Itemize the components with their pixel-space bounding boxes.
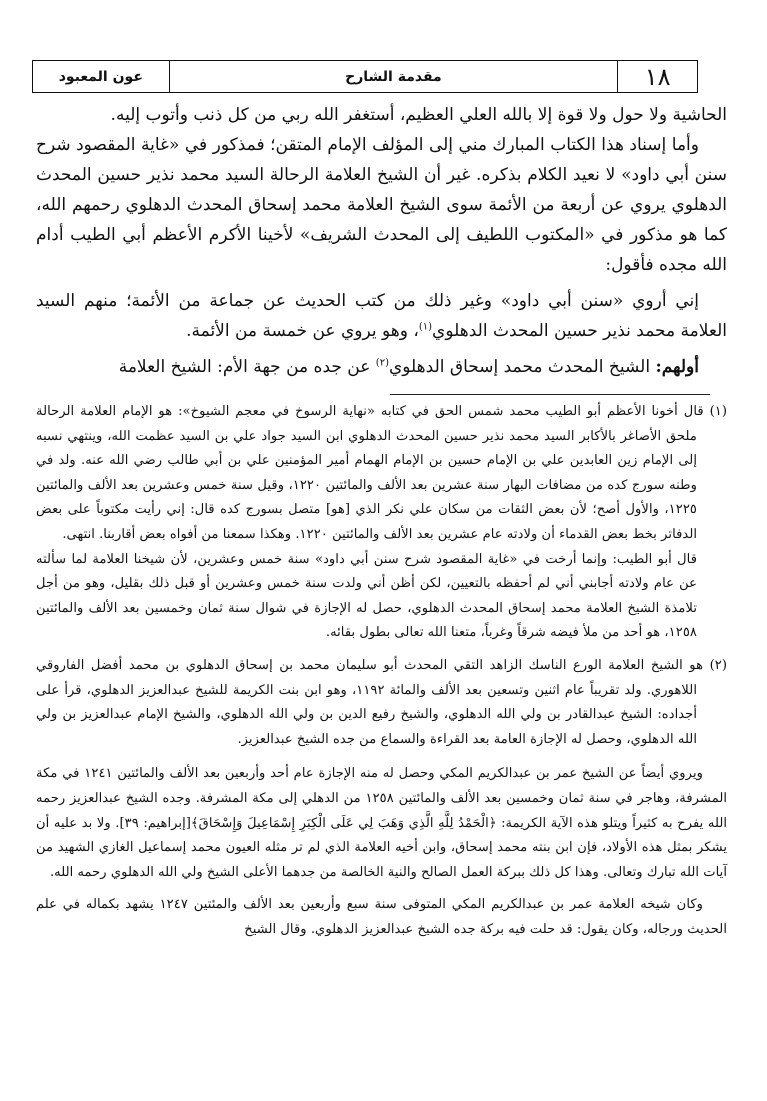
paragraph-2: وأما إسناد هذا الكتاب المبارك مني إلى المؤلف الإمام المتقن؛ فمذكور في «غاية المقصود شرح سنن أبي داود» لا نعيد الكلام بذكره. غير أن الشيخ العلامة الرحالة السيد محمد نذير حسين المحدث الدهلوي يروي عن أربعة من الأئمة سوى الشيخ العلامة محمد إسحاق المحدث الدهلوي رحمهم الله، كما هو مذكور في «المكتوب اللطيف إلى المحدث الشريف» لأخينا الأكرم الأعظم أبي الطيب أدام الله مجده فأقول: [36, 135, 727, 275]
footnotes [36, 400, 727, 942]
paragraph-3-text-a: إني أروي «سنن أبي داود» وغير ذلك من كتب الحديث عن جماعة من الأئمة؛ منهم السيد العلامة محمد نذير حسين المحدث الدهلوي [36, 291, 727, 341]
running-header [32, 60, 698, 93]
paragraph-4-text-a: الشيخ المحدث محمد إسحاق الدهلوي [388, 357, 656, 377]
paragraph-4-lead: أولهم: [655, 357, 699, 377]
footnote-1-text: قال أخونا الأعظم أبو الطيب محمد شمس الحق في كتابه «نهاية الرسوخ في معجم الشيوخ»: هو الإمام العلامة الرحالة ملحق الأصاغر بالأكابر السيد محمد نذير حسين المحدث الدهلوي ابن السيد جواد علي بن السيد عظمت الله، وينتهي نسبه إلى الإمام زين العابدين علي بن الإمام حسين بن الإمام الهمام أمير المؤمنين علي بن أبي طالب رضي الله عنه. ولد في وطنه سورج كده من مضافات البهار سنة عشرين بعد الألف والمائتين ١٢٢٠، وقيل سنة خمس وعشرين بعد الألف والمائتين ١٢٢٥، والأول أصح؛ لأن بعض الثقات من سكان علي نكر الذي [هو] متصل بسورج كده قال: إني رأيت مكتوباً على بعض الدفاتر بخط بعض القدماء أن ولادته عام عشرين بعد الألف والمائتين ١٢٢٠. وهكذا سمعنا من أفواه بعض أقاربنا. انتهى. [36, 404, 704, 542]
footnote-2-text: هو الشيخ العلامة الورع الناسك الزاهد التقي المحدث أبو سليمان محمد بن إسحاق الدهلوي بن محمد أفضل الفاروقي اللاهوري. ولد تقريباً عام اثنين وتسعين بعد الألف والمائة ١١٩٢، وهو ابن بنت الكريمة للشيخ عبدالعزيز الدهلوي، قرأ على أجداده: الشيخ عبدالقادر بن ولي الله الدهلوي، والشيخ رفيع الدين بن ولي الله الدهلوي، والشيخ الإمام عبدالعزيز بن ولي الله الدهلوي، وحصل له الإجازة العامة بعد القراءة والسماع من جده الشيخ عبدالعزيز. [36, 657, 704, 747]
footnote-ref-2: (٢) [375, 357, 389, 369]
footnote-1-number: (١) [709, 404, 727, 419]
paragraph-4-text-b: عن جده من جهة الأم: الشيخ العلامة [118, 357, 376, 377]
paragraph-4 [36, 352, 727, 382]
footnote-2-cont-a: ويروي أيضاً عن الشيخ عمر بن عبدالكريم المكي وحصل له منه الإجازة عام أحد وأربعين بعد الألف والمائتين ١٢٤١ في مكة المشرفة، وهاجر في سنة ثمان وخمسين بعد الألف والمائتين ١٢٥٨ من الدهلي إلى مكة المشرفة. وجده الشيخ عبدالعزيز رحمه الله يفرح به كثيراً ويتلو هذه الآية الكريمة: [36, 766, 728, 831]
footnote-2 [36, 654, 727, 752]
paragraph-3-text-b: ، وهو يروي عن خمسة من الأئمة. [186, 321, 419, 341]
footnote-2-cont-b: [إبراهيم: ٣٩]. ولا بد عليه أن يشكر بمثل هذه الأولاد، فإن ابن بنته محمد إسحاق، وابن أخيه العلامة الذي لم تر مثله العيون محمد إسماعيل الغازي الشهيد من آيات الله تبارك وتعالى. وهذا كل ذلك ببركة العمل الصالح والنية الخالصة من جدهما الأعلى الشيخ ولي الله الدهلوي رحمه الله. [36, 815, 727, 880]
paragraph-3 [36, 286, 727, 346]
footnote-2-number: (٢) [709, 657, 727, 673]
book-title: عون المعبود [58, 68, 143, 85]
footnote-1-continuation: قال أبو الطيب: وإنما أرخت في «غاية المقصود شرح سنن أبي داود» سنة خمس وعشرين، لأن شيخنا العلامة لما سألته عن عام ولادته أجابني أني لم أحفظه بالتعيين، لكن أظن أني ولدت سنة خمس وعشرين أو قبل ذلك بقليل، وهو من أجل تلامذة الشيخ العلامة محمد إسحاق المحدث الدهلوي، حصل له الإجازة في شوال سنة ثمان وخمسين بعد الألف والمائتين ١٢٥٨، هو أحد من ملأ فيضه شرقاً وغرباً، متعنا الله تعالى بطول بقائه. [36, 551, 697, 641]
footnote-ref-1: (١) [418, 321, 433, 333]
chapter-title: مقدمة الشارح [169, 61, 618, 92]
footnote-2-continuation [36, 762, 727, 885]
page-number: ١٨ [617, 61, 697, 92]
quran-verse: ﴿الْحَمْدُ لِلَّهِ الَّذِي وَهَبَ لِي عَلَى الْكِبَرِ إِسْمَاعِيلَ وَإِسْحَاقَ﴾ [190, 815, 497, 831]
footnote-separator [390, 394, 710, 395]
paragraph-1: الحاشية ولا حول ولا قوة إلا بالله العلي العظيم، أستغفر الله ربي من كل ذنب وأتوب إليه. [110, 105, 727, 125]
footnote-2-continuation-2: وكان شيخه العلامة عمر بن عبدالكريم المكي المتوفى سنة سبع وأربعين بعد الألف والمئتين ١٢٤٧ يشهد بكماله في علم الحديث ورجاله، وكان يقول: قد حلت فيه بركة جده الشيخ عبدالعزيز الدهلوي. وقال الشيخ [36, 897, 727, 937]
footnote-1 [36, 400, 727, 548]
main-text [36, 100, 727, 382]
